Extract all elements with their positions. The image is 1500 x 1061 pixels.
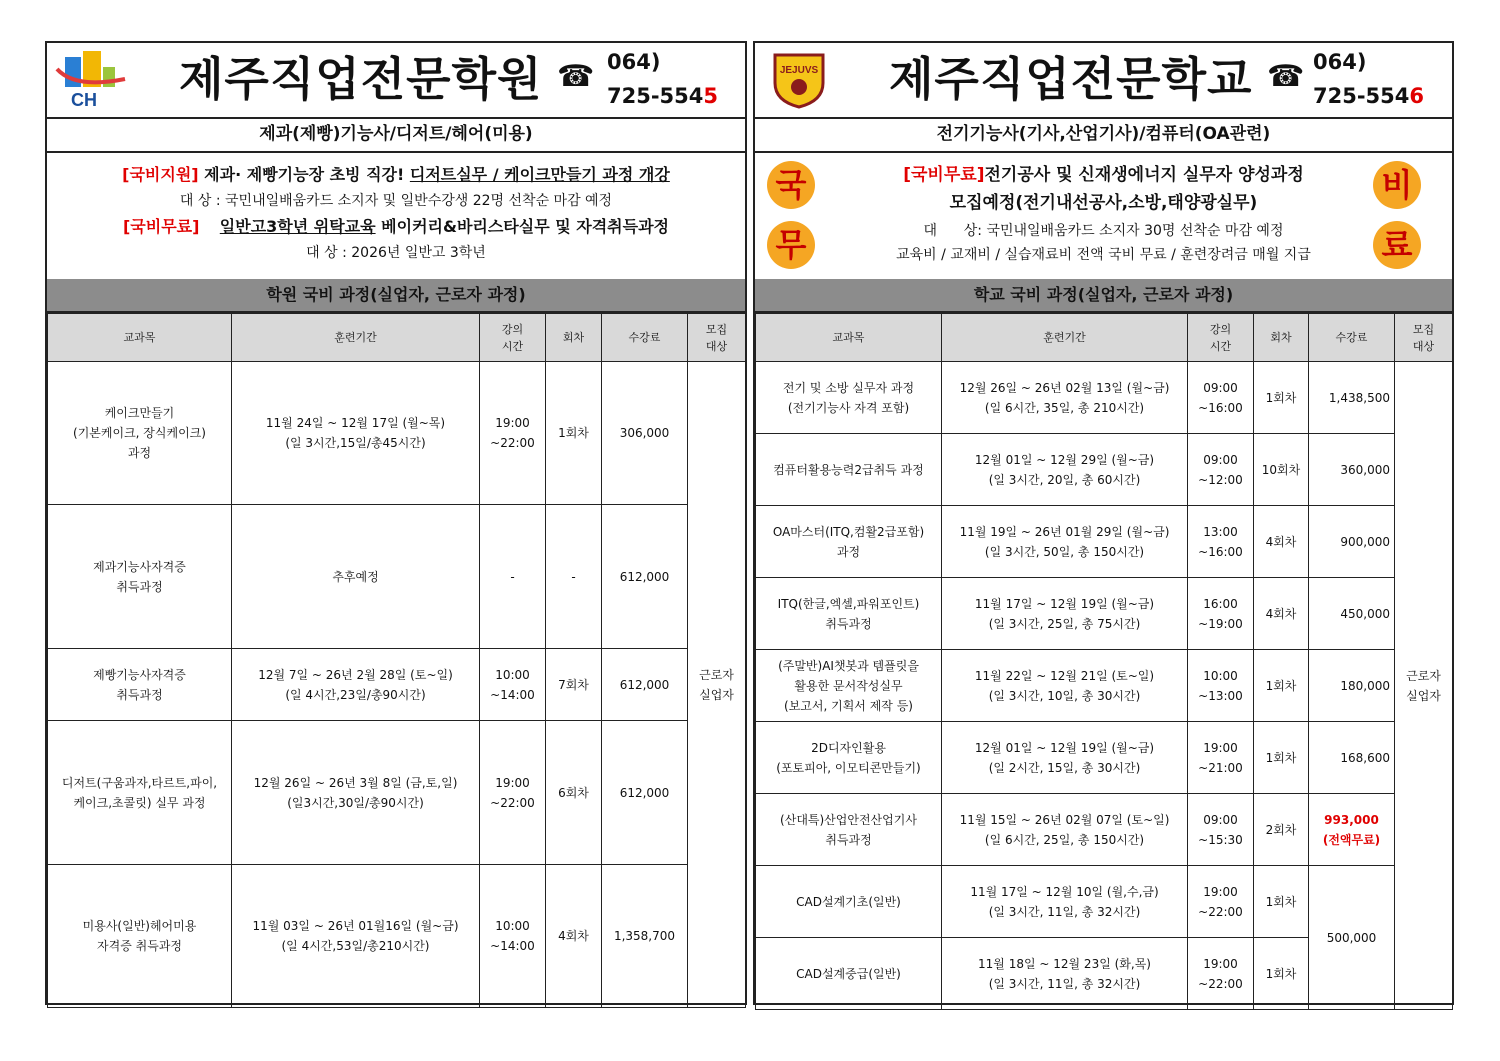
academy-header xyxy=(47,43,745,119)
course-period: 12월 26일 ~ 26년 3월 8일 (금,토,일) (일3시간,30일/총90시간) xyxy=(232,721,480,865)
header-period: 훈련기간 xyxy=(942,314,1188,362)
academy-title: 제주직업전문학원 xyxy=(179,52,543,106)
course-time: - xyxy=(480,505,546,649)
course-fee: 500,000 xyxy=(1309,866,1395,1010)
notice-line-2: 모집예정(전기내선공사,소방,태양광실무) xyxy=(949,193,1258,213)
course-fee: 450,000 xyxy=(1309,578,1395,650)
course-time: 09:00 ~16:00 xyxy=(1188,362,1254,434)
course-sessions: 6회차 xyxy=(546,721,602,865)
table-header-row xyxy=(48,314,746,362)
course-period: 11월 18일 ~ 12월 23일 (화,목) (일 3시간, 11일, 총 32시간) xyxy=(942,938,1188,1010)
course-sessions: - xyxy=(546,505,602,649)
svg-text:JEJUVS: JEJUVS xyxy=(779,65,819,76)
table-row xyxy=(756,434,1453,506)
course-time: 19:00 ~22:00 xyxy=(480,362,546,505)
course-name: ITQ(한글,엑셀,파워포인트) 취득과정 xyxy=(756,578,942,650)
telephone-icon: ☎ xyxy=(1267,59,1305,94)
svg-text:CH: CH xyxy=(71,90,97,109)
stamp-guk: 국 xyxy=(767,161,815,209)
academy-logo xyxy=(55,49,129,109)
notice-line-1: [국비지원] 제과· 제빵기능장 초빙 직강! 디저트실무 / 케이크만들기 과정 개강 xyxy=(122,165,670,184)
course-sessions: 1회차 xyxy=(1254,362,1309,434)
academy-course-table xyxy=(47,313,746,1008)
course-sessions: 7회차 xyxy=(546,649,602,721)
course-time: 16:00 ~19:00 xyxy=(1188,578,1254,650)
notice-line-4: 대 상 : 2026년 일반고 3학년 xyxy=(306,245,486,261)
table-row xyxy=(756,794,1453,866)
course-name: 미용사(일반)헤어미용 자격증 취득과정 xyxy=(48,865,232,1008)
course-sessions: 1회차 xyxy=(546,362,602,505)
course-fee: 180,000 xyxy=(1309,650,1395,722)
course-name: (주말반)AI챗봇과 템플릿을 활용한 문서작성실무 (보고서, 기획서 제작 등) xyxy=(756,650,942,722)
header-period: 훈련기간 xyxy=(232,314,480,362)
course-period: 12월 01일 ~ 12월 29일 (월~금) (일 3시간, 20일, 총 60시간) xyxy=(942,434,1188,506)
shield-emblem-icon xyxy=(769,49,829,109)
academy-panel xyxy=(45,41,747,1005)
course-name: CAD설계중급(일반) xyxy=(756,938,942,1010)
course-name: (산대특)산업안전산업기사 취득과정 xyxy=(756,794,942,866)
academy-notice xyxy=(47,151,745,281)
notice-line-2: 대 상 : 국민내일배움카드 소지자 및 일반수강생 22명 선착순 마감 예정 xyxy=(179,193,613,209)
course-sessions: 1회차 xyxy=(1254,722,1309,794)
school-header xyxy=(755,43,1452,119)
header-sessions: 회차 xyxy=(546,314,602,362)
course-sessions: 10회차 xyxy=(1254,434,1309,506)
course-time: 09:00 ~12:00 xyxy=(1188,434,1254,506)
course-sessions: 1회차 xyxy=(1254,938,1309,1010)
course-sessions: 4회차 xyxy=(1254,578,1309,650)
course-fee: 360,000 xyxy=(1309,434,1395,506)
course-fee: 612,000 xyxy=(602,649,688,721)
course-name: 제빵기능사자격증 취득과정 xyxy=(48,649,232,721)
header-course: 교과목 xyxy=(756,314,942,362)
notice-line-1: [국비무료]전기공사 및 신재생에너지 실무자 양성과정 xyxy=(903,165,1304,185)
course-fee: 168,600 xyxy=(1309,722,1395,794)
course-sessions: 4회차 xyxy=(1254,506,1309,578)
course-period: 11월 24일 ~ 12월 17일 (월~목) (일 3시간,15일/총45시간) xyxy=(232,362,480,505)
table-row xyxy=(48,362,746,505)
school-panel xyxy=(753,41,1454,1005)
course-period: 11월 19일 ~ 26년 01월 29일 (월~금) (일 3시간, 50일, 총 150시간) xyxy=(942,506,1188,578)
course-fee: 1,358,700 xyxy=(602,865,688,1008)
course-name: OA마스터(ITQ,컴활2급포함) 과정 xyxy=(756,506,942,578)
course-time: 19:00 ~22:00 xyxy=(480,721,546,865)
course-period: 11월 15일 ~ 26년 02월 07일 (토~일) (일 6시간, 25일, 총 150시간) xyxy=(942,794,1188,866)
academy-subtitle: 제과(제빵)기능사/디저트/헤어(미용) xyxy=(47,117,745,153)
course-time: 19:00 ~21:00 xyxy=(1188,722,1254,794)
header-sessions: 회차 xyxy=(1254,314,1309,362)
course-name: 2D디자인활용 (포토피아, 이모티콘만들기) xyxy=(756,722,942,794)
notice-line-3: [국비무료] 일반고3학년 위탁교육 베이커리&바리스타실무 및 자격취득과정 xyxy=(122,217,670,236)
course-time: 10:00 ~14:00 xyxy=(480,865,546,1008)
course-name: 제과기능사자격증 취득과정 xyxy=(48,505,232,649)
stamp-bi: 비 xyxy=(1373,161,1421,209)
school-phone: 064) 725-5546 xyxy=(1313,50,1425,108)
school-subtitle: 전기기능사(기사,산업기사)/컴퓨터(OA관련) xyxy=(755,117,1452,153)
table-row xyxy=(756,362,1453,434)
header-time: 강의 시간 xyxy=(480,314,546,362)
course-time: 19:00 ~22:00 xyxy=(1188,938,1254,1010)
table-row xyxy=(756,578,1453,650)
course-fee: 1,438,500 xyxy=(1309,362,1395,434)
header-fee: 수강료 xyxy=(1309,314,1395,362)
course-period: 12월 26일 ~ 26년 02월 13일 (월~금) (일 6시간, 35일, 총 210시간) xyxy=(942,362,1188,434)
course-time: 10:00 ~13:00 xyxy=(1188,650,1254,722)
course-period: 12월 01일 ~ 12월 19일 (월~금) (일 2시간, 15일, 총 30시간) xyxy=(942,722,1188,794)
academy-phone: 064) 725-5545 xyxy=(607,50,719,108)
course-fee: 612,000 xyxy=(602,505,688,649)
course-name: 컴퓨터활용능력2급취득 과정 xyxy=(756,434,942,506)
course-sessions: 1회차 xyxy=(1254,650,1309,722)
telephone-icon: ☎ xyxy=(557,59,595,94)
academy-section-title: 학원 국비 과정(실업자, 근로자 과정) xyxy=(47,279,745,313)
course-fee: 900,000 xyxy=(1309,506,1395,578)
course-name: 디저트(구움과자,타르트,파이, 케이크,초콜릿) 실무 과정 xyxy=(48,721,232,865)
course-period: 추후예정 xyxy=(232,505,480,649)
course-name: 전기 및 소방 실무자 과정 (전기기능사 자격 포함) xyxy=(756,362,942,434)
school-course-table xyxy=(755,313,1453,1010)
course-time: 09:00 ~15:30 xyxy=(1188,794,1254,866)
school-title: 제주직업전문학교 xyxy=(889,52,1253,106)
course-name: CAD설계기초(일반) xyxy=(756,866,942,938)
notice-line-3: 대 상: 국민내일배움카드 소지자 30명 선착순 마감 예정 xyxy=(923,223,1284,239)
course-time: 13:00 ~16:00 xyxy=(1188,506,1254,578)
table-row xyxy=(48,505,746,649)
table-row xyxy=(756,650,1453,722)
table-row xyxy=(48,649,746,721)
ch-logo-icon xyxy=(55,49,129,109)
header-course: 교과목 xyxy=(48,314,232,362)
course-target: 근로자 실업자 xyxy=(688,362,746,1008)
table-row xyxy=(756,866,1453,938)
school-notice xyxy=(755,151,1452,281)
stamp-mu: 무 xyxy=(767,221,815,269)
course-time: 19:00 ~22:00 xyxy=(1188,866,1254,938)
table-row xyxy=(48,865,746,1008)
table-row xyxy=(756,722,1453,794)
course-target: 근로자 실업자 xyxy=(1395,362,1453,1010)
course-fee: 306,000 xyxy=(602,362,688,505)
header-fee: 수강료 xyxy=(602,314,688,362)
course-sessions: 1회차 xyxy=(1254,866,1309,938)
school-section-title: 학교 국비 과정(실업자, 근로자 과정) xyxy=(755,279,1452,313)
course-period: 11월 17일 ~ 12월 19일 (월~금) (일 3시간, 25일, 총 75시간) xyxy=(942,578,1188,650)
table-header-row xyxy=(756,314,1453,362)
notice-line-4: 교육비 / 교재비 / 실습재료비 전액 국비 무료 / 훈련장려금 매월 지급 xyxy=(896,247,1311,263)
header-time: 강의 시간 xyxy=(1188,314,1254,362)
course-time: 10:00 ~14:00 xyxy=(480,649,546,721)
course-name: 케이크만들기 (기본케이크, 장식케이크) 과정 xyxy=(48,362,232,505)
course-sessions: 2회차 xyxy=(1254,794,1309,866)
table-row xyxy=(48,721,746,865)
course-sessions: 4회차 xyxy=(546,865,602,1008)
stamp-ryo: 료 xyxy=(1373,221,1421,269)
course-period: 11월 22일 ~ 12월 21일 (토~일) (일 3시간, 10일, 총 30시간) xyxy=(942,650,1188,722)
course-period: 11월 03일 ~ 26년 01월16일 (월~금) (일 4시간,53일/총210시간) xyxy=(232,865,480,1008)
course-fee: 993,000 (전액무료) xyxy=(1309,794,1395,866)
course-period: 11월 17일 ~ 12월 10일 (월,수,금) (일 3시간, 11일, 총 32시간) xyxy=(942,866,1188,938)
header-target: 모집 대상 xyxy=(1395,314,1453,362)
school-logo xyxy=(769,49,829,109)
course-fee: 612,000 xyxy=(602,721,688,865)
table-row xyxy=(756,506,1453,578)
course-period: 12월 7일 ~ 26년 2월 28일 (토~일) (일 4시간,23일/총90시간) xyxy=(232,649,480,721)
header-target: 모집 대상 xyxy=(688,314,746,362)
